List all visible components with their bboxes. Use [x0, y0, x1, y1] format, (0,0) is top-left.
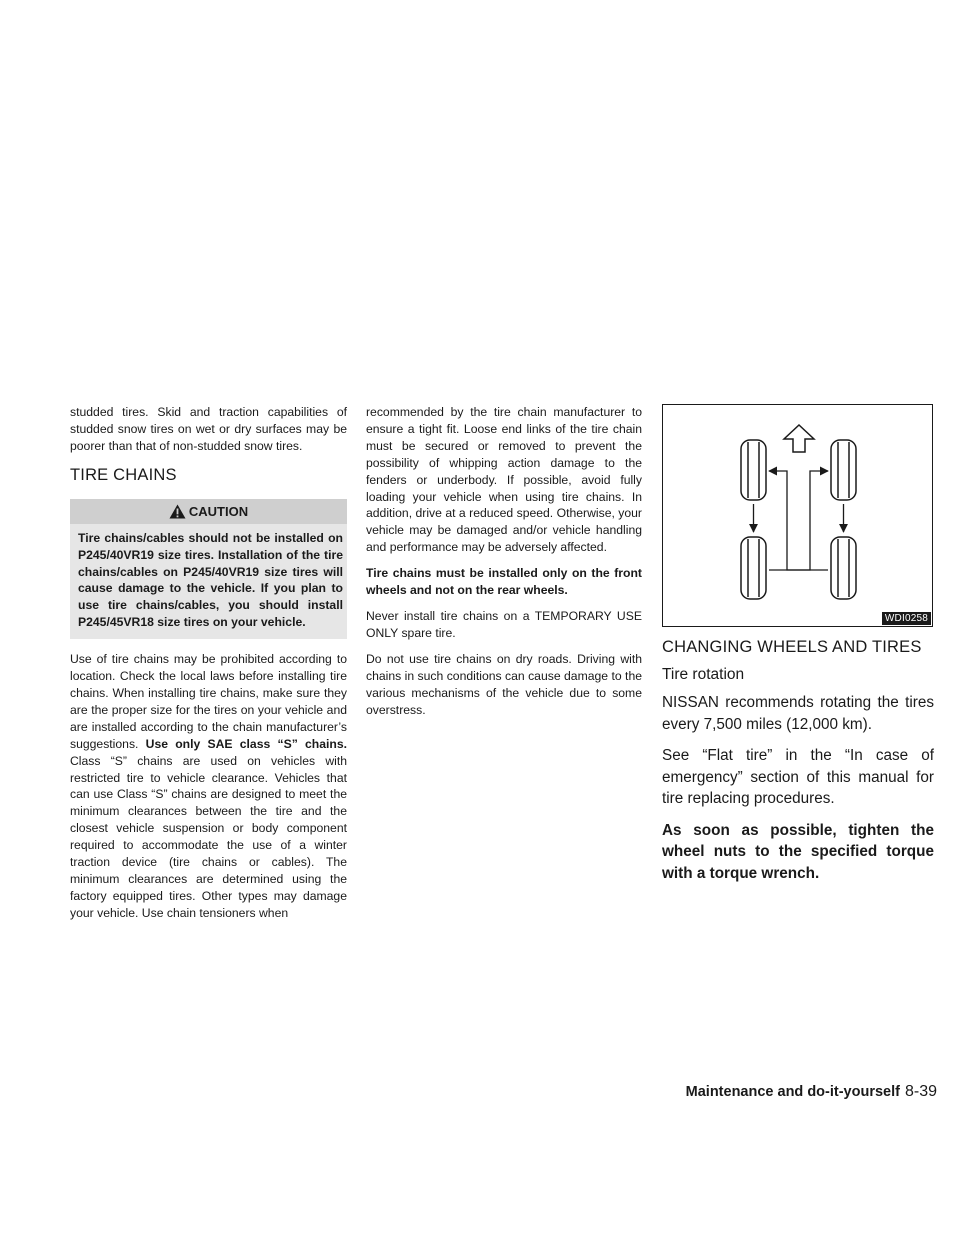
- column-left: [70, 404, 347, 931]
- figure-id-label: WDI0258: [882, 612, 931, 625]
- page-footer: [686, 1083, 937, 1101]
- paragraph-flat-tire-reference: See “Flat tire” in the “In case of emergency” section of this manual for tire replacing procedures.: [662, 747, 934, 807]
- paragraph-chain-usage-intro: Use of tire chains may be prohibited according to location. Check the local laws before installing tire chains. When installing tire chains, make sure they are the proper size for the tires on your vehicle and are installed according to the chain manufacturer’s suggestions.: [70, 652, 347, 751]
- caution-text: Tire chains/cables should not be installed on P245/40VR19 size tires. Installation of the tire chains/cables on P245/40VR19 size tires will cause damage to the vehicle. If you plan to use tire chains/cables, you should install P245/45VR18 size tires on your vehicle.: [78, 530, 343, 630]
- paragraph-dry-roads: Do not use tire chains on dry roads. Driving with chains in such conditions can cause damage to the various mechanisms of the vehicle due to some overstress.: [366, 651, 642, 717]
- caution-box: [70, 499, 347, 639]
- tire-front-left: [741, 440, 766, 500]
- caution-label: CAUTION: [188, 503, 249, 519]
- paragraph-chain-usage-rest: Class “S” chains are used on vehicles with restricted tire to vehicle clearance. Vehicles that can use Class “S” chains are designed to meet the minimum clearances between the tire and the closest vehicle suspension or body component required to accommodate the use of a winter traction device (tire chains or cables). The minimum clearances are determined using the factory equipped tires. Other types may damage your vehicle. Use chain tensioners when: [70, 753, 347, 920]
- paragraph-rotation-interval: NISSAN recommends rotating the tires every 7,500 miles (12,000 km).: [662, 694, 934, 733]
- tire-rotation-figure: [662, 404, 933, 627]
- tire-rear-left: [741, 537, 766, 599]
- heading-changing-wheels: CHANGING WHEELS AND TIRES: [662, 638, 922, 656]
- sae-class-s-note: Use only SAE class “S” chains.: [145, 736, 347, 751]
- paragraph-torque-warning: As soon as possible, tighten the wheel nuts to the specified torque with a torque wrench.: [662, 821, 934, 882]
- warning-triangle-icon: [169, 504, 186, 519]
- arrow-rear-left-to-front-right: [769, 471, 828, 570]
- tire-rear-right: [831, 537, 856, 599]
- tire-front-right: [831, 440, 856, 500]
- paragraph-studded-tires: studded tires. Skid and traction capabilities of studded snow tires on wet or dry surfaces may be poorer than that of non-studded snow tires.: [70, 405, 347, 453]
- page-number: 8-39: [904, 1083, 937, 1100]
- caution-header: [70, 499, 347, 524]
- column-right: [662, 404, 934, 894]
- paragraph-chain-tensioners: recommended by the tire chain manufacturer to ensure a tight fit. Loose end links of the tire chain must be secured or removed to prevent the possibility of whipping action damage to the fenders or underbody. If possible, avoid fully loading your vehicle when using tire chains. In addition, drive at a reduced speed. Otherwise, your vehicle may be damaged and/or vehicle handling and performance may be adversely affected.: [366, 405, 642, 555]
- forward-arrow-icon: [784, 425, 814, 452]
- paragraph-spare-tire: Never install tire chains on a TEMPORARY USE ONLY spare tire.: [366, 608, 642, 640]
- subheading-tire-rotation: Tire rotation: [662, 666, 745, 683]
- column-middle: [366, 404, 642, 727]
- paragraph-chain-usage: [70, 651, 347, 922]
- arrow-rear-right-to-front-left: [769, 471, 828, 570]
- tire-rotation-diagram: [663, 405, 934, 628]
- footer-section-title: Maintenance and do-it-yourself: [685, 1084, 900, 1100]
- paragraph-front-wheels-only: Tire chains must be installed only on the front wheels and not on the rear wheels.: [366, 566, 642, 598]
- heading-tire-chains: TIRE CHAINS: [70, 465, 177, 484]
